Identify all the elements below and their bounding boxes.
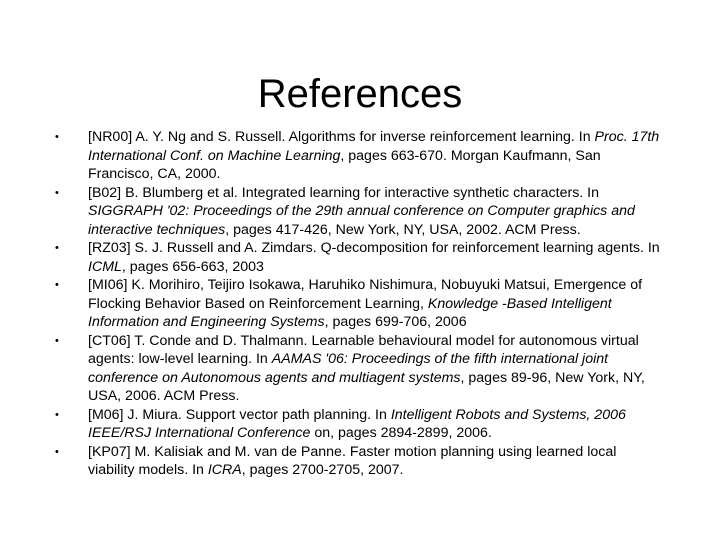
reference-venue: ICML bbox=[88, 258, 122, 275]
reference-text: on, pages 2894-2899, 2006. bbox=[310, 425, 492, 441]
reference-text: , pages 417-426, New York, NY, USA, 2002. ACM Press. bbox=[225, 221, 581, 238]
reference-text: [M06] J. Miura. Support vector path planning. In bbox=[88, 406, 391, 423]
page-title: References bbox=[257, 72, 463, 116]
reference-item bbox=[55, 443, 665, 480]
reference-venue: ICRA bbox=[207, 462, 242, 478]
reference-item bbox=[55, 406, 665, 443]
reference-item bbox=[55, 128, 665, 184]
reference-text: , pages 89-96, New York, NY, USA, 2006. ACM Press. bbox=[88, 369, 645, 404]
bullet-icon: • bbox=[55, 445, 59, 458]
bullet-icon: • bbox=[55, 334, 59, 347]
bullet-icon: • bbox=[55, 131, 59, 143]
bullet-icon: • bbox=[55, 242, 59, 254]
reference-text: , pages 699-706, 2006 bbox=[324, 314, 467, 330]
reference-item bbox=[55, 184, 665, 240]
reference-venue: SIGGRAPH '02: Proceedings of the 29th annual conference on Computer graphics and interactive techniques bbox=[88, 203, 635, 238]
reference-text: [KP07] M. Kalisiak and M. van de Panne. Faster motion planning using learned local viability models. In bbox=[88, 443, 617, 478]
reference-venue: Proc. 17th International Conf. on Machine Learning bbox=[88, 129, 660, 164]
bullet-icon: • bbox=[55, 279, 59, 291]
reference-text: , pages 2700-2705, 2007. bbox=[241, 462, 404, 478]
reference-venue: Knowledge -Based Intelligent Information and Engineering Systems bbox=[88, 295, 612, 330]
bullet-icon: • bbox=[55, 408, 59, 421]
reference-text: [B02] B. Blumberg et al. Integrated learning for interactive synthetic characters. In bbox=[88, 184, 600, 201]
reference-item bbox=[55, 276, 665, 332]
reference-text: [MI06] K. Morihiro, Teijiro Isokawa, Haruhiko Nishimura, Nobuyuki Matsui, Emergence of Flocking Behavior Based on Reinforcement Learning, bbox=[88, 277, 643, 312]
reference-venue: AAMAS '06: Proceedings of the fifth international joint conference on Autonomous agents and multiagent systems bbox=[88, 351, 609, 386]
reference-item bbox=[55, 239, 665, 276]
reference-text: [CT06] T. Conde and D. Thalmann. Learnable behavioural model for autonomous virtual agents: low-level learning. In bbox=[88, 332, 639, 367]
references-list bbox=[55, 128, 665, 480]
reference-text: [NR00] A. Y. Ng and S. Russell. Algorithms for inverse reinforcement learning. In bbox=[88, 129, 595, 145]
reference-venue: Intelligent Robots and Systems, 2006 IEEE/RSJ International Conference bbox=[88, 406, 626, 441]
bullet-icon: • bbox=[55, 186, 59, 199]
reference-text: , pages 663-670. Morgan Kaufmann, San Francisco, CA, 2000. bbox=[88, 147, 601, 182]
reference-text: [RZ03] S. J. Russell and A. Zimdars. Q-decomposition for reinforcement learning agents. In bbox=[88, 240, 660, 256]
reference-text: , pages 656-663, 2003 bbox=[121, 258, 264, 275]
reference-item bbox=[55, 332, 665, 406]
